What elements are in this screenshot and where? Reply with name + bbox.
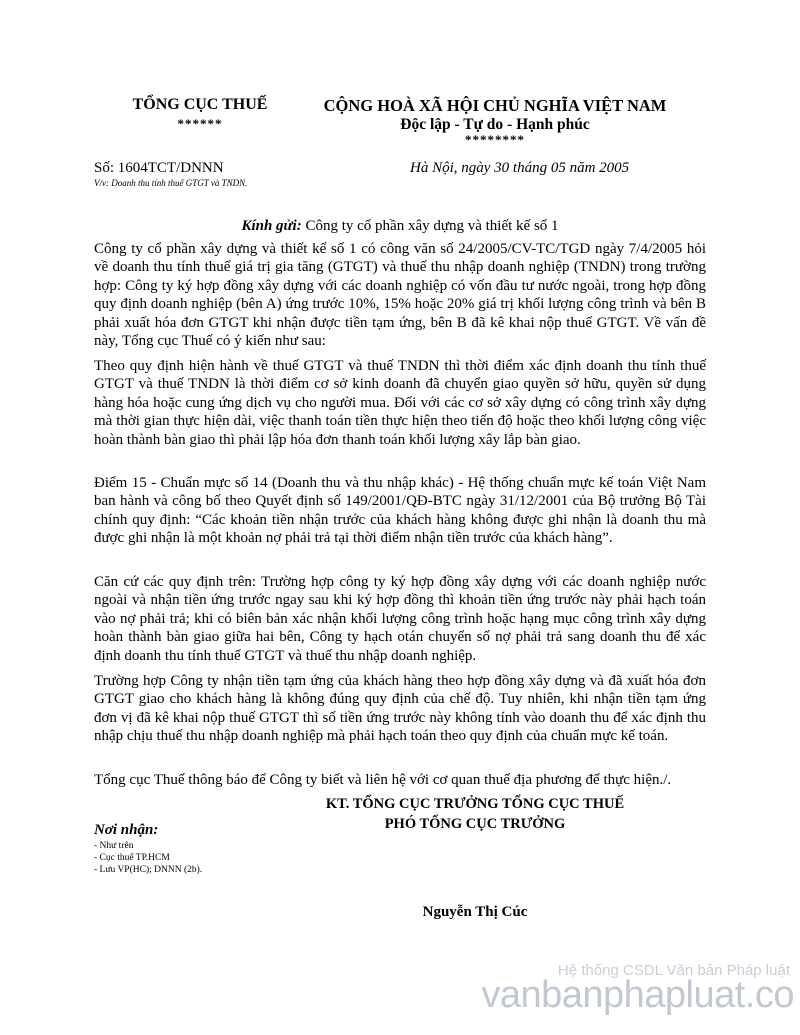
addressee-label: Kính gửi: — [241, 218, 302, 234]
document-subject: V/v: Doanh thu tính thuế GTGT và TNDN. — [94, 178, 248, 188]
nation-title: CỘNG HOÀ XÃ HỘI CHỦ NGHĨA VIỆT NAM — [323, 96, 667, 115]
addressee-name: Công ty cổ phần xây dựng và thiết kế số 1 — [301, 218, 559, 234]
signature-subtitle: PHÓ TỔNG CỤC TRƯỞNG — [384, 816, 566, 832]
recipient-item: - Cục thuế TP.HCM — [94, 853, 170, 863]
recipient-item: - Như trên — [94, 841, 134, 851]
agency-name: TỔNG CỤC THUẾ — [132, 96, 268, 113]
body-paragraph: Điểm 15 - Chuẩn mực số 14 (Doanh thu và thu nhập khác) - Hệ thống chuẩn mực kế toán Việt Nam ban hành và công bố theo Quyết định số 149/2001/QĐ-BTC ngày 31/12/2001 của Bộ trưởng Bộ Tài chính quy định: “Các khoản tiền nhận trước của khách hàng không được ghi nhận là doanh thu mà được ghi nhận là một khoản nợ phải trả tại thời điểm nhận tiền trước của khách hàng”. — [94, 475, 706, 547]
document-number: Số: 1604TCT/DNNN — [94, 160, 224, 176]
signer-name: Nguyễn Thị Cúc — [422, 904, 528, 920]
body-paragraph: Tổng cục Thuế thông báo để Công ty biết và liên hệ với cơ quan thuế địa phương để thực hiện./. — [94, 772, 672, 788]
watermark-site: vanbanphapluat.co — [481, 974, 794, 1016]
signature-title: KT. TỔNG CỤC TRƯỞNG TỔNG CỤC THUẾ — [325, 796, 625, 812]
recipient-item: - Lưu VP(HC); DNNN (2b). — [94, 865, 203, 875]
body-paragraph: Theo quy định hiện hành về thuế GTGT và thuế TNDN thì thời điểm xác định doanh thu tính thuế GTGT và thuế TNDN là thời điểm cơ sở kinh doanh đã chuyển giao quyền sở hữu, quyền sử dụng hàng hóa hoặc cung ứng dịch vụ cho người mua. Đối với các cơ sở xây dựng có công trình xây dựng mà thời gian thực hiện dài, việc thanh toán tiền thực hiện theo tiến độ hoặc theo khối lượng công việc hoàn thành bàn giao thì phải lập hóa đơn thanh toán khối lượng xây lắp bàn giao. — [94, 358, 706, 448]
addressee — [94, 218, 706, 235]
place-date: Hà Nội, ngày 30 tháng 05 năm 2005 — [410, 160, 630, 176]
body-paragraph: Căn cứ các quy định trên: Trường hợp công ty ký hợp đồng xây dựng với các doanh nghiệp nước ngoài và nhận tiền ứng trước ngay sau khi ký hợp đồng thì khoản tiền ứng trước này phải hạch toán vào nợ phải trả; khi có biên bản xác nhận khối lượng công trình hoặc hạng mục công trình xây dựng hoàn thành bàn giao giữa hai bên, Công ty hạch otán chuyển số nợ phải trả sang doanh thu để xác định doanh thu tính thuế GTGT và thuế thu nhập doanh nghiệp. — [94, 574, 706, 664]
watermark-caption: Hệ thống CSDL Văn bản Pháp luật — [557, 962, 790, 979]
nation-stars: ******** — [465, 132, 525, 147]
body-paragraph: Trường hợp Công ty nhận tiền tạm ứng của khách hàng theo hợp đồng xây dựng và đã xuất hóa đơn GTGT giao cho khách hàng là không đúng quy định của chế độ. Tuy nhiên, khi nhận tiền tạm ứng đơn vị đã kê khai nộp thuế GTGT thì số tiền ứng trước này không tính vào doanh thu để xác định thu nhập chịu thuế thu nhập doanh nghiệp mà phải hạch toán theo quy định của chuẩn mực kế toán. — [94, 673, 706, 745]
recipients-title: Nơi nhận: — [94, 822, 159, 838]
nation-motto: Độc lập - Tự do - Hạnh phúc — [400, 116, 590, 133]
body-paragraph: Công ty cổ phần xây dựng và thiết kế số 1 có công văn số 24/2005/CV-TC/TGD ngày 7/4/2005 hỏi về doanh thu tính thuế giá trị gia tăng (GTGT) và thuế thu nhập doanh nghiệp (TNDN) trong trường hợp: Công ty ký hợp đồng xây dựng với các doanh nghiệp có vốn đầu tư nước ngoài, trong hợp đồng quy định doanh nghiệp (bên A) ứng trước 10%, 15% hoặc 20% giá trị khối lượng công trình và bên B phải xuất hóa đơn GTGT khi nhận được tiền tạm ứng, bên B đã kê khai nộp thuế GTGT. Về vấn đề này, Tổng cục Thuế có ý kiến như sau: — [94, 241, 706, 350]
agency-stars: ****** — [177, 116, 223, 131]
